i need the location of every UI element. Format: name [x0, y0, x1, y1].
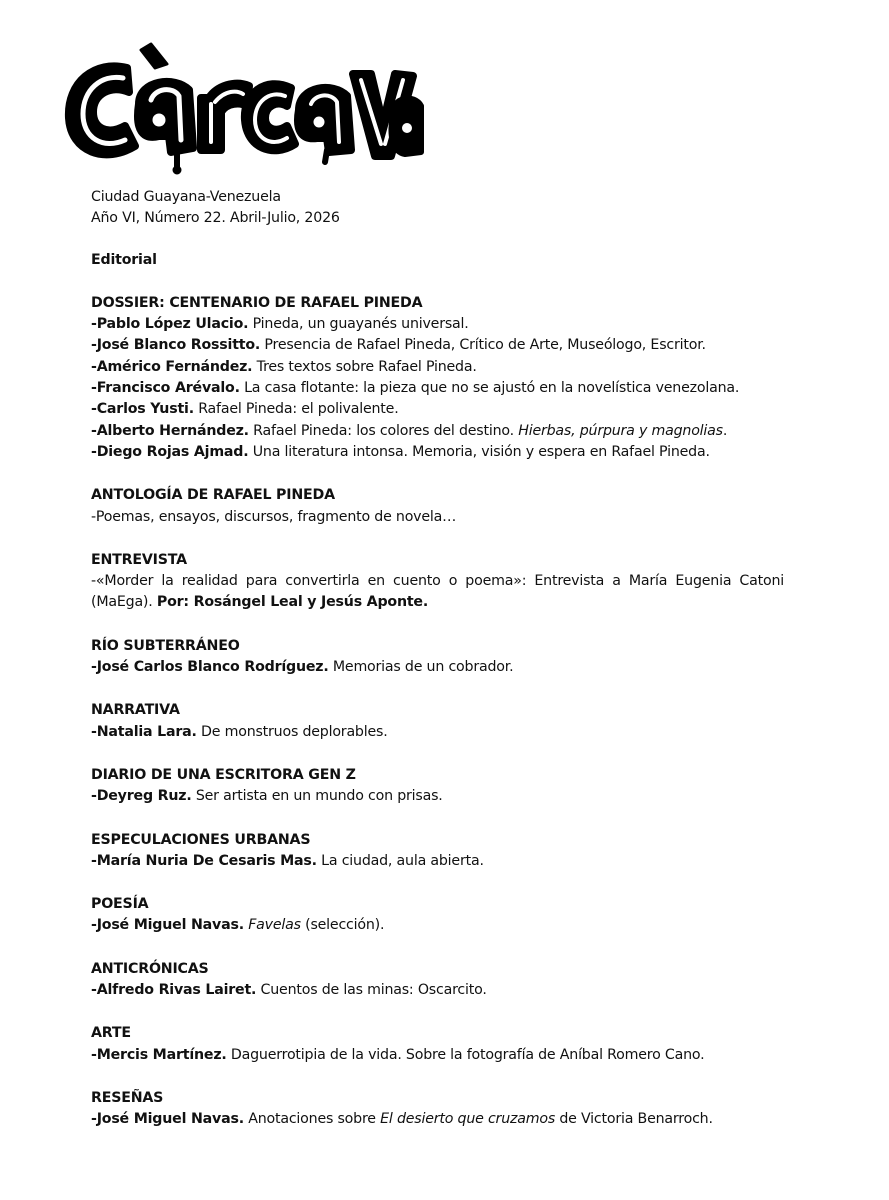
table-of-contents [91, 187, 791, 1131]
section-heading: POESÍA [91, 896, 149, 913]
toc-entry: -Natalia Lara. De monstruos deplorables. [91, 723, 388, 740]
antologia-heading: ANTOLOGÍA DE RAFAEL PINEDA [91, 487, 335, 504]
toc-entry: -Pablo López Ulacio. Pineda, un guayanés universal. [91, 316, 469, 333]
toc-entry: -Deyreg Ruz. Ser artista en un mundo con prisas. [91, 788, 443, 805]
entrevista-entry: -«Morder la realidad para convertirla en cuento o poema»: Entrevista a María Eugenia Catoni (MaEga). Por: Rosángel Leal y Jesús Aponte. [91, 573, 784, 611]
issue-info: Año VI, Número 22. Abril-Julio, 2026 [91, 210, 340, 227]
section-heading: RESEÑAS [91, 1089, 164, 1106]
section-heading: NARRATIVA [91, 702, 180, 719]
antologia-text: -Poemas, ensayos, discursos, fragmento de novela… [91, 508, 457, 525]
toc-entry: -José Miguel Navas. Favelas (selección). [91, 917, 385, 934]
location: Ciudad Guayana-Venezuela [91, 189, 281, 205]
section-heading: ESPECULACIONES URBANAS [91, 831, 311, 848]
section-heading: DIARIO DE UNA ESCRITORA GEN Z [91, 766, 356, 783]
section-heading: ANTICRÓNICAS [91, 960, 209, 977]
entrevista-heading: ENTREVISTA [91, 551, 187, 568]
toc-entry: -Mercis Martínez. Daguerrotipia de la vida. Sobre la fotografía de Aníbal Romero Cano. [91, 1046, 705, 1063]
carcava-logo [55, 40, 425, 175]
toc-entry: -Francisco Arévalo. La casa flotante: la pieza que no se ajustó en la novelística venezolana. [91, 380, 740, 397]
toc-entry: -José Miguel Navas. Anotaciones sobre El desierto que cruzamos de Victoria Benarroch. [91, 1111, 713, 1128]
toc-entry: -Diego Rojas Ajmad. Una literatura intonsa. Memoria, visión y espera en Rafael Pineda. [91, 443, 710, 460]
toc-entry: -José Blanco Rossitto. Presencia de Rafael Pineda, Crítico de Arte, Museólogo, Escritor. [91, 337, 706, 354]
editorial-heading: Editorial [91, 251, 157, 268]
section-heading: RÍO SUBTERRÁNEO [91, 637, 240, 654]
toc-entry: -Carlos Yusti. Rafael Pineda: el polivalente. [91, 401, 399, 418]
toc-entry: -José Carlos Blanco Rodríguez. Memorias de un cobrador. [91, 659, 514, 676]
toc-entry: -Alfredo Rivas Lairet. Cuentos de las minas: Oscarcito. [91, 982, 487, 999]
section-heading: ARTE [91, 1025, 131, 1042]
dossier-heading: DOSSIER: CENTENARIO DE RAFAEL PINEDA [91, 294, 423, 311]
toc-entry: -Américo Fernández. Tres textos sobre Rafael Pineda. [91, 358, 477, 375]
toc-entry: -María Nuria De Cesaris Mas. La ciudad, aula abierta. [91, 852, 484, 869]
toc-entry: -Alberto Hernández. Rafael Pineda: los colores del destino. Hierbas, púrpura y magnolias. [91, 422, 728, 439]
